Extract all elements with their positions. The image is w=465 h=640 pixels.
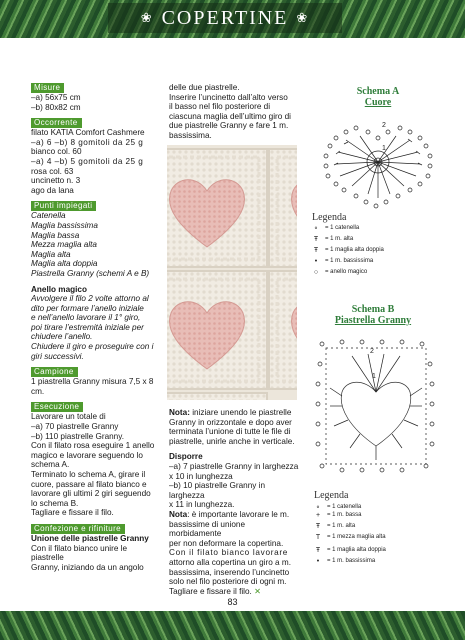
subsection-title-unione: Unione delle piastrelle Granny: [31, 533, 149, 543]
text-line: magico e lavorare seguendo lo: [31, 450, 143, 460]
legend-text: = 1 m. bassissima: [327, 558, 376, 564]
section-label-occorrente: Occorrente: [31, 118, 82, 128]
chain-symbol-icon: ∘: [313, 225, 319, 232]
text-line: bianco col. 60: [31, 147, 82, 157]
text-line: cuore, passare al filato bianco e: [31, 479, 147, 489]
legend-text: = 1 mezza maglia alta: [327, 534, 386, 540]
page-title-group: [108, 3, 342, 33]
text-line: –a) 70 piastrelle Granny: [31, 422, 119, 432]
footer-banner: [0, 611, 465, 640]
text-line: e nell’anello lavorare il 1° giro,: [31, 313, 141, 323]
legend-a: [311, 225, 384, 280]
text-line: x 10 in lunghezza: [169, 471, 233, 481]
middle-column-bottom: [169, 408, 299, 596]
text-line: Lavorare un totale di: [31, 412, 106, 422]
flower-icon: ❀: [140, 10, 154, 25]
text-line: lavorare gli ultimi 2 giri seguendo: [31, 489, 151, 499]
treble-crochet-symbol-icon: Ŧ: [315, 547, 321, 554]
text-line: Tagliare e fissare il filo.: [31, 508, 114, 518]
legend-text: = 1 maglia alta doppia: [325, 247, 384, 253]
section-label-campione: Campione: [31, 367, 78, 377]
text-line: –b) 110 piastrelle Granny.: [31, 431, 124, 441]
legend-text: = 1 maglia alta doppia: [327, 547, 386, 553]
text-line: –b) 10 piastrelle Granny in larghezza: [169, 481, 266, 500]
text-line: Maglia bassa: [31, 230, 80, 240]
text-line: Maglia bassissima: [31, 220, 98, 230]
text-line: per non deformare la copertina.: [169, 538, 284, 548]
slip-stitch-symbol-icon: •: [314, 258, 318, 265]
text-line: delle due piastrelle.: [169, 83, 240, 92]
text-line: Inserire l’uncinetto dall’alto verso: [169, 92, 288, 102]
double-crochet-symbol-icon: Ŧ: [313, 236, 319, 243]
text-line: Granny in orizzontale e dopo aver: [169, 417, 292, 427]
text-line: dito per formare l’anello iniziale: [31, 303, 144, 313]
end-mark-icon: ✕: [254, 586, 261, 596]
text-line: 1 piastrella Granny misura 7,5 x 8: [31, 377, 154, 387]
text-line: due piastrelle Granny e fare 1 m.: [169, 121, 289, 131]
round-label-2: 2: [382, 122, 386, 129]
legend-text: = 1 m. bassissima: [325, 258, 374, 264]
single-crochet-symbol-icon: +: [315, 512, 321, 519]
left-column: [31, 83, 159, 572]
flower-icon: ❀: [296, 10, 310, 25]
text-line: il basso nel filo posteriore di: [169, 102, 271, 112]
round-label-2: 2: [370, 348, 374, 355]
schema-a-title-line2: Cuore: [364, 97, 392, 108]
middle-column-top: [169, 83, 299, 141]
text-line: –a) 6 –b) 8 gomitoli da 25 g: [31, 137, 144, 147]
granny-heart-tiles-image: [167, 145, 297, 400]
note-label: Nota:: [169, 408, 190, 417]
text-line: schema A.: [31, 460, 70, 470]
text-line: Tagliare e fissare il filo.: [169, 586, 252, 596]
text-line: Con il filato rosa eseguire 1 anello: [31, 441, 155, 451]
text-line: cm.: [31, 386, 45, 396]
schema-b-title: [310, 304, 436, 326]
section-label-esecuzione: Esecuzione: [31, 402, 83, 412]
text-line: chiudere l’anello.: [31, 332, 93, 342]
section-label-misure: Misure: [31, 83, 64, 93]
section-label-confezione: Confezione e rifiniture: [31, 524, 125, 534]
text-line: terminata l’unione di tutte le file di: [169, 427, 291, 437]
header-banner: [0, 0, 465, 38]
schema-b-title-line1: Schema B: [351, 304, 395, 315]
text-line: x 11 in lunghezza.: [169, 500, 235, 510]
slip-stitch-symbol-icon: •: [316, 558, 320, 565]
legend-text: = 1 m. bassa: [327, 512, 362, 518]
double-crochet-symbol-icon: Ŧ: [315, 523, 321, 530]
chain-symbol-icon: ∘: [315, 504, 321, 511]
text-line: bassissima, inserendo l’uncinetto: [169, 567, 290, 577]
text-line: bassissima.: [169, 130, 212, 140]
schema-a-title-line1: Schema A: [356, 86, 400, 97]
page-title: COPERTINE: [161, 6, 289, 29]
text-line: rosa col. 63: [31, 166, 74, 176]
text-line: –b) 80x82 cm: [31, 102, 81, 112]
legend-text: = 1 m. alta: [325, 236, 354, 242]
text-line: giri successivi.: [31, 351, 84, 361]
text-line: Maglia alta doppia: [31, 259, 98, 269]
text-line: attorno alla copertina un giro a m.: [169, 557, 291, 567]
text-line: Con il filato bianco lavorare: [169, 548, 289, 558]
schema-a-title: [316, 86, 440, 108]
text-line: filato KATIA Comfort Cashmere: [31, 128, 145, 138]
magic-ring-symbol-icon: ○: [313, 269, 319, 276]
text-line: Granny, iniziando da un angolo: [31, 562, 144, 572]
page-number: 83: [227, 597, 238, 607]
text-line: Avvolgere il filo 2 volte attorno al: [31, 294, 149, 304]
schema-b-title-line2: Piastrella Granny: [334, 315, 412, 326]
half-double-crochet-symbol-icon: T: [315, 534, 321, 541]
text-line: Chiudere il giro e proseguire con i: [31, 342, 154, 352]
schema-b-diagram: [312, 336, 440, 474]
text-line: Terminato lo schema A, girare il: [31, 470, 146, 479]
subsection-title-anello: Anello magico: [31, 284, 87, 294]
round-label-1: 1: [372, 373, 376, 380]
text-line: –a) 4 –b) 5 gomitoli da 25 g: [31, 156, 144, 166]
text-line: –a) 7 piastrelle Granny in larghezza: [169, 461, 299, 471]
text-line: ciascuna maglia dell’ultimo giro di: [169, 111, 291, 121]
text-line: uncinetto n. 3: [31, 176, 81, 186]
text-line: solo nel filo posteriore di ogni m.: [169, 577, 287, 587]
legend-b: [313, 504, 386, 569]
legend-text: = anello magico: [325, 269, 368, 275]
blanket-photo: [167, 145, 297, 400]
text-line: piastrelle, unirle anche in verticale.: [169, 436, 295, 446]
legend-text: = 1 catenella: [327, 504, 362, 510]
text-line: Maglia alta: [31, 249, 71, 259]
text-line: bassissime di unione morbidamente: [169, 519, 246, 539]
stitch-fans: [330, 354, 422, 460]
text-line: Mezza maglia alta: [31, 240, 97, 250]
text-line: Con il filato bianco unire le piastrelle: [31, 543, 128, 563]
section-label-punti: Punti impiegati: [31, 201, 96, 211]
text-line: : è importante lavorare le m.: [187, 509, 290, 519]
legend-b-title: Legenda: [314, 490, 349, 501]
schema-a-diagram: [316, 118, 442, 210]
text-line: lo schema B.: [31, 498, 79, 508]
treble-crochet-symbol-icon: Ŧ: [313, 247, 319, 254]
text-line: iniziare unendo le piastrelle: [189, 408, 292, 417]
subsection-title-disporre: Disporre: [169, 452, 203, 462]
text-line: –a) 56x75 cm: [31, 93, 81, 102]
legend-a-title: Legenda: [312, 212, 347, 223]
text-line: Piastrella Granny (schemi A e B): [31, 268, 150, 278]
text-line: ago da lana: [31, 185, 74, 195]
text-line: Catenella: [31, 211, 66, 221]
text-line: poi tirare l’estremità iniziale per: [31, 322, 144, 332]
legend-text: = 1 catenella: [325, 225, 360, 231]
legend-text: = 1 m. alta: [327, 523, 356, 529]
round-label-1: 1: [382, 145, 386, 152]
note-label: Nota: [169, 509, 188, 519]
